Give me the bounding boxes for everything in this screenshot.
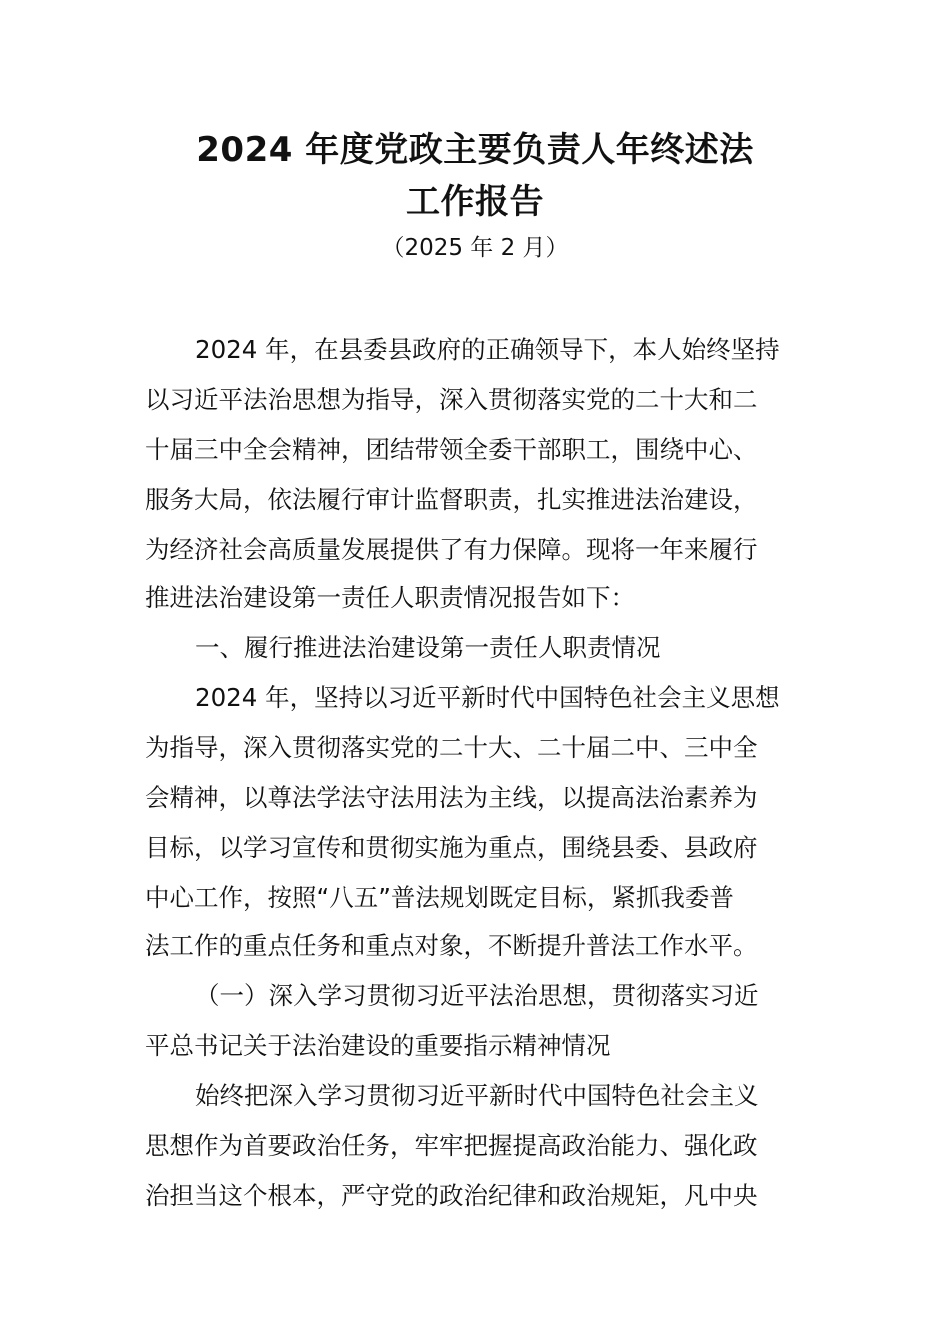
body-line: 以习近平法治思想为指导，深入贯彻落实党的二十大和二 (145, 385, 758, 414)
body-line: 始终把深入学习贯彻习近平新时代中国特色社会主义 (195, 1081, 759, 1110)
document-title-line-2: 工作报告 (406, 182, 544, 222)
body-line: 十届三中全会精神，团结带领全委干部职工，围绕中心、 (145, 435, 758, 464)
subsection-heading: （一）深入学习贯彻习近平法治思想，贯彻落实习近 (195, 981, 759, 1010)
document-date: （2025 年 2 月） (381, 235, 569, 261)
document-title-line-1: 2024 年度党政主要负责人年终述法 (196, 130, 754, 170)
body-line: 思想作为首要政治任务，牢牢把握提高政治能力、强化政 (145, 1131, 758, 1160)
body-line: 中心工作，按照“八五”普法规划既定目标，紧抓我委普 (145, 883, 734, 912)
body-line: 为经济社会高质量发展提供了有力保障。现将一年来履行 (145, 535, 758, 564)
body-line: 推进法治建设第一责任人职责情况报告如下： (145, 583, 635, 612)
section-heading: 一、履行推进法治建设第一责任人职责情况 (195, 633, 661, 662)
subsection-heading: 平总书记关于法治建设的重要指示精神情况 (145, 1031, 611, 1060)
body-line: 会精神，以尊法学法守法用法为主线，以提高法治素养为 (145, 783, 758, 812)
body-line: 2024 年，坚持以习近平新时代中国特色社会主义思想 (195, 683, 780, 712)
body-line: 服务大局，依法履行审计监督职责，扎实推进法治建设， (145, 485, 758, 514)
body-line: 为指导，深入贯彻落实党的二十大、二十届二中、三中全 (145, 733, 758, 762)
body-line: 治担当这个根本，严守党的政治纪律和政治规矩，凡中央 (145, 1181, 758, 1210)
body-line: 2024 年，在县委县政府的正确领导下，本人始终坚持 (195, 335, 780, 364)
body-line: 目标，以学习宣传和贯彻实施为重点，围绕县委、县政府 (145, 833, 758, 862)
body-line: 法工作的重点任务和重点对象，不断提升普法工作水平。 (145, 931, 758, 960)
